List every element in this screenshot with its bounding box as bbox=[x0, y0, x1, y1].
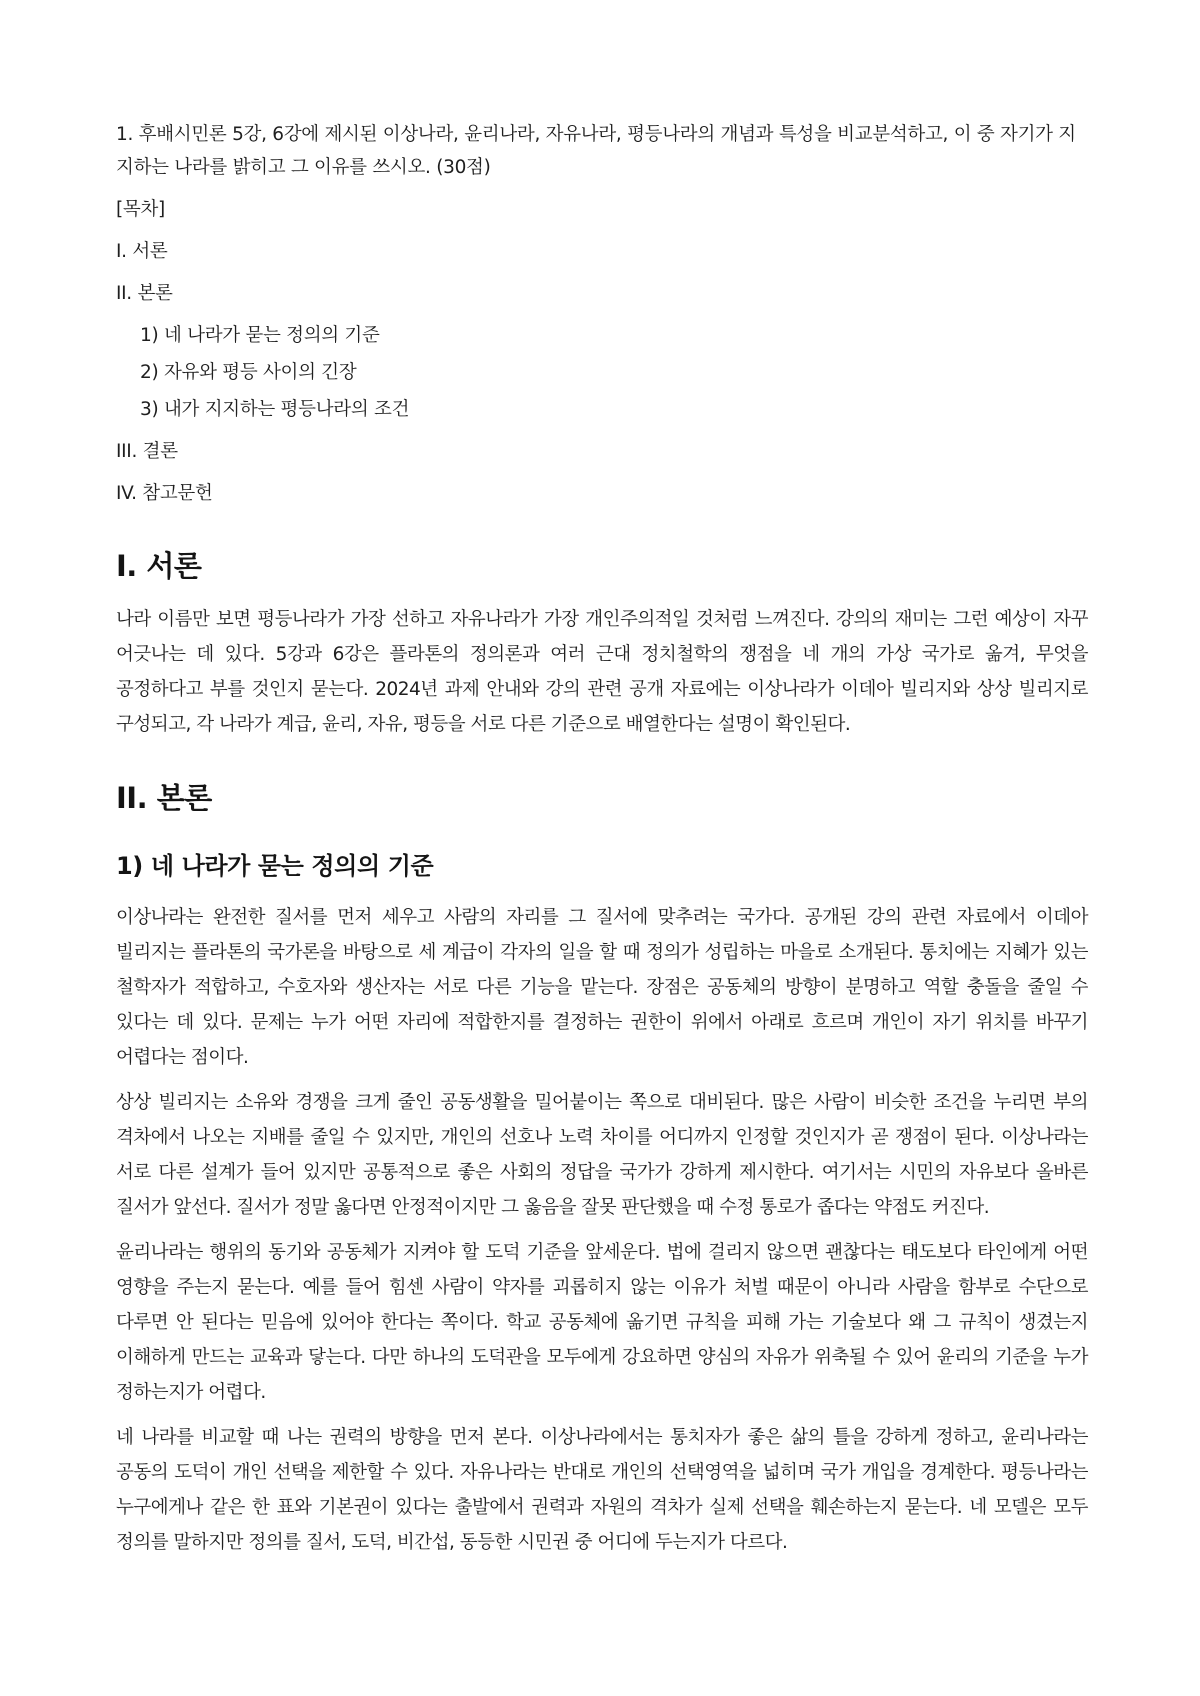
toc-item-intro: I. 서론 bbox=[116, 241, 168, 262]
intro-paragraph: 나라 이름만 보면 평등나라가 가장 선하고 자유나라가 가장 개인주의적일 것처럼 느껴진다. 강의의 재미는 그런 예상이 자꾸 어긋나는 데 있다. 5강과 6강은 플라톤의 정의론과 여러 근대 정치철학의 쟁점을 네 개의 가상 국가로 옮겨, 무엇을 공정하다고 부를 것인지 묻는다. 2024년 과제 안내와 강의 관련 공개 자료에는 이상나라가 이데아 빌리지와 상상 빌리지로 구성되고, 각 나라가 계급, 윤리, 자유, 평등을 서로 다른 기준으로 배열한다는 설명이 확인된다. bbox=[116, 609, 1088, 735]
intro-heading: I. 서론 bbox=[116, 549, 202, 583]
toc-item-conclusion: III. 결론 bbox=[116, 441, 178, 462]
toc-subitem-1: 1) 네 나라가 묻는 정의의 기준 bbox=[140, 325, 380, 346]
toc-subitem-2: 2) 자유와 평등 사이의 긴장 bbox=[140, 362, 357, 383]
body-paragraph: 윤리나라는 행위의 동기와 공동체가 지켜야 할 도덕 기준을 앞세운다. 법에 걸리지 않으면 괜찮다는 태도보다 타인에게 어떤 영향을 주는지 묻는다. 예를 들어 힘센 사람이 약자를 괴롭히지 않는 이유가 처벌 때문이 아니라 사람을 함부로 수단으로 다루면 안 된다는 믿음에 있어야 한다는 쪽이다. 학교 공동체에 옮기면 규칙을 피해 가는 기술보다 왜 그 규칙이 생겼는지 이해하게 만드는 교육과 닿는다. 다만 하나의 도덕관을 모두에게 강요하면 양심의 자유가 위축될 수 있어 윤리의 기준을 누가 정하는지가 어렵다. bbox=[116, 1242, 1088, 1403]
toc-heading: [목차] bbox=[116, 199, 165, 220]
toc-item-body: II. 본론 bbox=[116, 283, 173, 304]
toc-subitem-3: 3) 내가 지지하는 평등나라의 조건 bbox=[140, 399, 410, 420]
table-of-contents bbox=[116, 194, 1088, 510]
subsection-heading-1: 1) 네 나라가 묻는 정의의 기준 bbox=[116, 852, 434, 880]
body-paragraph: 네 나라를 비교할 때 나는 권력의 방향을 먼저 본다. 이상나라에서는 통치자가 좋은 삶의 틀을 강하게 정하고, 윤리나라는 공동의 도덕이 개인 선택을 제한할 수 있다. 자유나라는 반대로 개인의 선택영역을 넓히며 국가 개입을 경계한다. 평등나라는 누구에게나 같은 한 표와 기본권이 있다는 출발에서 권력과 자원의 격차가 실제 선택을 훼손하는지 묻는다. 네 모델은 모두 정의를 말하지만 정의를 질서, 도덕, 비간섭, 동등한 시민권 중 어디에 두는지가 다르다. bbox=[116, 1427, 1088, 1553]
body-heading: II. 본론 bbox=[116, 781, 212, 815]
body-paragraph: 이상나라는 완전한 질서를 먼저 세우고 사람의 자리를 그 질서에 맞추려는 국가다. 공개된 강의 관련 자료에서 이데아 빌리지는 플라톤의 국가론을 바탕으로 세 계급이 각자의 일을 할 때 정의가 성립하는 마을로 소개된다. 통치에는 지혜가 있는 철학자가 적합하고, 수호자와 생산자는 서로 다른 기능을 맡는다. 장점은 공동체의 방향이 분명하고 역할 충돌을 줄일 수 있다는 데 있다. 문제는 누가 어떤 자리에 적합한지를 결정하는 권한이 위에서 아래로 흐르며 개인이 자기 위치를 바꾸기 어렵다는 점이다. bbox=[116, 907, 1088, 1068]
body-paragraph: 상상 빌리지는 소유와 경쟁을 크게 줄인 공동생활을 밀어붙이는 쪽으로 대비된다. 많은 사람이 비슷한 조건을 누리면 부의 격차에서 나오는 지배를 줄일 수 있지만, 개인의 선호나 노력 차이를 어디까지 인정할 것인지가 곧 쟁점이 된다. 이상나라는 서로 다른 설계가 들어 있지만 공통적으로 좋은 사회의 정답을 국가가 강하게 제시한다. 여기서는 시민의 자유보다 올바른 질서가 앞선다. 질서가 정말 옳다면 안정적이지만 그 옳음을 잘못 판단했을 때 수정 통로가 좁다는 약점도 커진다. bbox=[116, 1092, 1088, 1218]
toc-item-references: IV. 참고문헌 bbox=[116, 483, 213, 504]
assignment-question: 1. 후배시민론 5강, 6강에 제시된 이상나라, 윤리나라, 자유나라, 평등나라의 개념과 특성을 비교분석하고, 이 중 자기가 지지하는 나라를 밝히고 그 이유를 쓰시오. (30점) bbox=[116, 124, 1076, 178]
